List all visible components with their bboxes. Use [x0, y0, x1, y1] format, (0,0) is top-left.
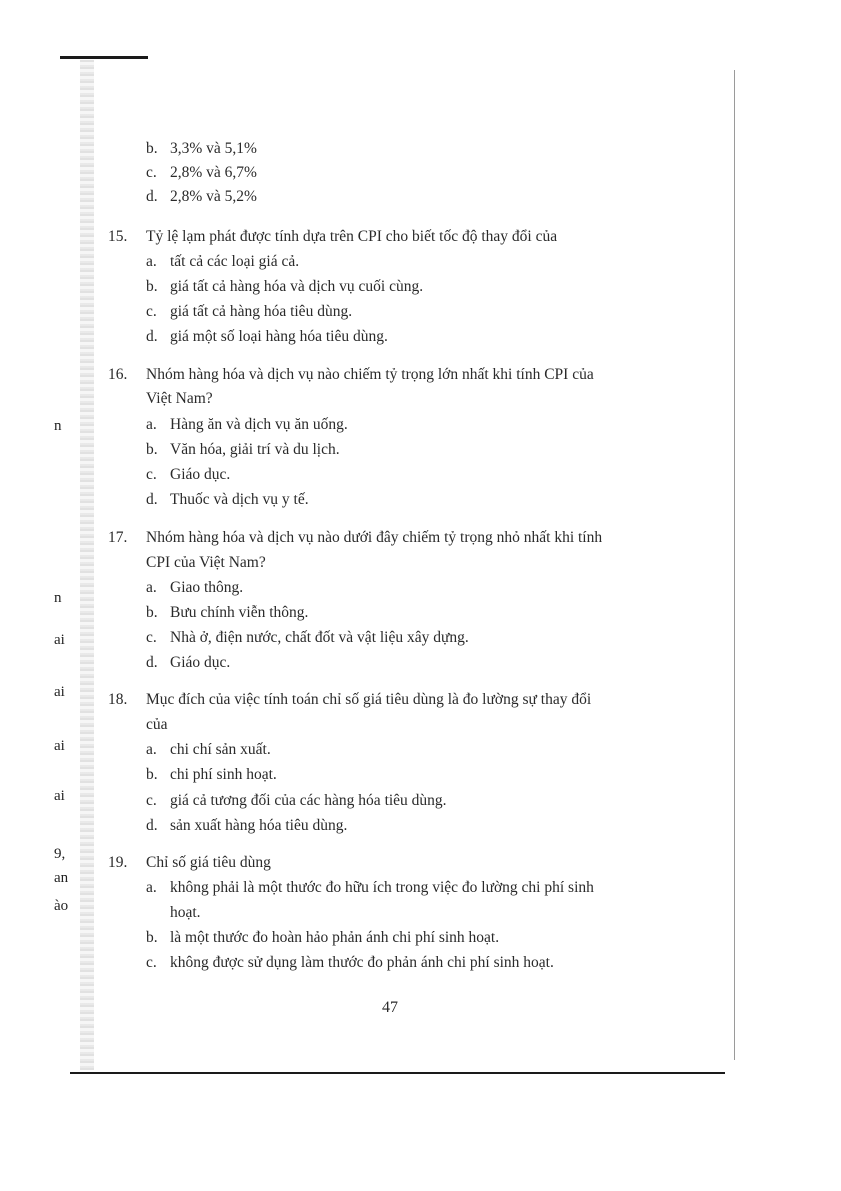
option-letter: c. — [146, 164, 157, 181]
question-text: Nhóm hàng hóa và dịch vụ nào chiếm tỷ trọng lớn nhất khi tính CPI của — [146, 366, 594, 383]
option-text: chi phí sinh hoạt. — [170, 766, 277, 783]
question-text: Chỉ số giá tiêu dùng — [146, 854, 271, 871]
spine-fragment: ai — [54, 632, 65, 648]
scan-edge-right — [734, 70, 735, 1060]
option-text: Văn hóa, giải trí và du lịch. — [170, 441, 340, 458]
option-text: Giáo dục. — [170, 466, 231, 483]
spine-fragment: 9, — [54, 846, 66, 862]
option-letter: b. — [146, 766, 158, 783]
option-text: chi chí sản xuất. — [170, 741, 271, 758]
option-text: là một thước đo hoàn hảo phản ánh chi phí sinh hoạt. — [170, 929, 500, 946]
option-text: 2,8% và 5,2% — [170, 188, 257, 205]
option-text: Giao thông. — [170, 579, 244, 596]
question-text: Nhóm hàng hóa và dịch vụ nào dưới đây chiếm tỷ trọng nhỏ nhất khi tính — [146, 529, 603, 546]
option-letter: a. — [146, 579, 157, 596]
option-letter: d. — [146, 491, 158, 508]
option-text: không được sử dụng làm thước đo phản ánh chi phí sinh hoạt. — [170, 954, 554, 971]
question-number: 19. — [108, 854, 128, 871]
spine-fragment: n — [54, 590, 62, 606]
option-text: giá cả tương đối của các hàng hóa tiêu dùng. — [170, 792, 447, 809]
option-letter: d. — [146, 817, 158, 834]
option-text: 3,3% và 5,1% — [170, 140, 257, 157]
question-text: Tỷ lệ lạm phát được tính dựa trên CPI cho biết tốc độ thay đổi của — [146, 228, 558, 245]
option-text: Bưu chính viễn thông. — [170, 604, 309, 621]
option-letter: a. — [146, 741, 157, 758]
question-text: CPI của Việt Nam? — [146, 554, 266, 571]
option-letter: c. — [146, 303, 157, 320]
option-letter: d. — [146, 654, 158, 671]
option-text: Hàng ăn và dịch vụ ăn uống. — [170, 416, 348, 433]
option-text: Giáo dục. — [170, 654, 231, 671]
option-letter: a. — [146, 879, 157, 896]
option-text: không phải là một thước đo hữu ích trong việc đo lường chi phí sinh — [170, 879, 594, 896]
question-text: Việt Nam? — [146, 390, 213, 407]
option-letter: c. — [146, 629, 157, 646]
option-letter: b. — [146, 929, 158, 946]
option-text: Nhà ở, điện nước, chất đốt và vật liệu xây dựng. — [170, 629, 469, 646]
spine-fragment: ai — [54, 788, 65, 804]
question-text: Mục đích của việc tính toán chỉ số giá tiêu dùng là đo lường sự thay đổi — [146, 691, 592, 708]
spine-fragment: ai — [54, 684, 65, 700]
spine-fragment: ai — [54, 738, 65, 754]
option-letter: b. — [146, 441, 158, 458]
option-text: giá tất cả hàng hóa tiêu dùng. — [170, 303, 353, 320]
spine-fragment: an — [54, 870, 69, 886]
scan-edge-bottom — [70, 1072, 725, 1074]
option-letter: c. — [146, 954, 157, 971]
option-letter: b. — [146, 604, 158, 621]
option-text: giá một số loại hàng hóa tiêu dùng. — [170, 328, 388, 345]
scan-edge-top — [60, 56, 148, 59]
option-letter: b. — [146, 140, 158, 157]
option-text: 2,8% và 6,7% — [170, 164, 257, 181]
option-letter: a. — [146, 416, 157, 433]
option-text: sản xuất hàng hóa tiêu dùng. — [170, 817, 348, 834]
question-number: 18. — [108, 691, 128, 708]
option-letter: d. — [146, 328, 158, 345]
option-text: Thuốc và dịch vụ y tế. — [170, 491, 309, 508]
option-letter: b. — [146, 278, 158, 295]
spine-fragment: n — [54, 418, 62, 434]
option-letter: a. — [146, 253, 157, 270]
option-letter: d. — [146, 188, 158, 205]
question-number: 15. — [108, 228, 128, 245]
spine-fragment: ào — [54, 898, 69, 914]
book-gutter-shadow — [80, 60, 94, 1070]
option-letter: c. — [146, 792, 157, 809]
option-letter: c. — [146, 466, 157, 483]
question-number: 16. — [108, 366, 128, 383]
option-text: tất cả các loại giá cả. — [170, 253, 300, 270]
question-text: của — [146, 716, 168, 733]
question-number: 17. — [108, 529, 128, 546]
page-number: 47 — [382, 999, 398, 1016]
option-text: hoạt. — [170, 904, 201, 921]
option-text: giá tất cả hàng hóa và dịch vụ cuối cùng. — [170, 278, 424, 295]
